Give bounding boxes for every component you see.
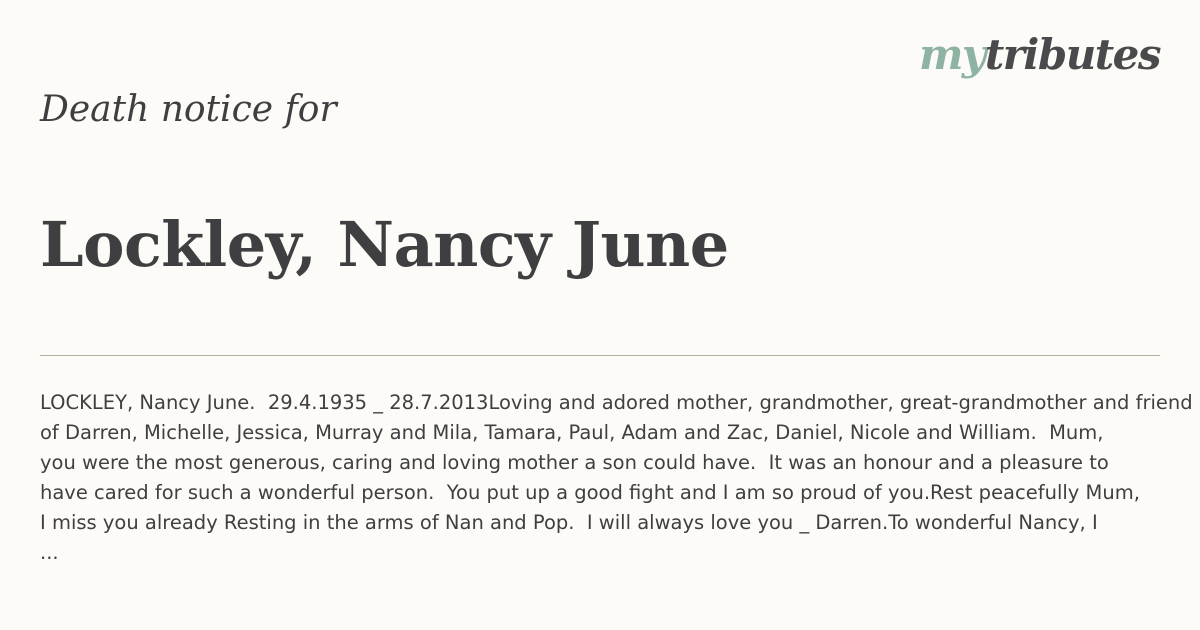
notice-line: I miss you already Resting in the arms of Nan and Pop. I will always love you _ Darren.To wonderful Nancy, I <box>40 511 1098 534</box>
deceased-name: Lockley, Nancy June <box>40 208 729 281</box>
notice-text <box>40 388 1200 568</box>
notice-line: of Darren, Michelle, Jessica, Murray and Mila, Tamara, Paul, Adam and Zac, Daniel, Nicole and William. Mum, <box>40 421 1104 444</box>
notice-line: LOCKLEY, Nancy June. 29.4.1935 _ 28.7.2013Loving and adored mother, grandmother, great-grandmother and friend <box>40 391 1193 414</box>
logo-tributes: tributes <box>984 30 1160 79</box>
notice-line: have cared for such a wonderful person. You put up a good fight and I am so proud of you.Rest peacefully Mum, <box>40 481 1140 504</box>
logo-my: my <box>918 30 985 79</box>
notice-line: you were the most generous, caring and loving mother a son could have. It was an honour and a pleasure to <box>40 451 1109 474</box>
notice-ellipsis: ... <box>40 541 59 564</box>
notice-type-heading: Death notice for <box>40 89 337 130</box>
mytributes-logo[interactable] <box>918 30 1160 79</box>
divider <box>40 355 1160 356</box>
